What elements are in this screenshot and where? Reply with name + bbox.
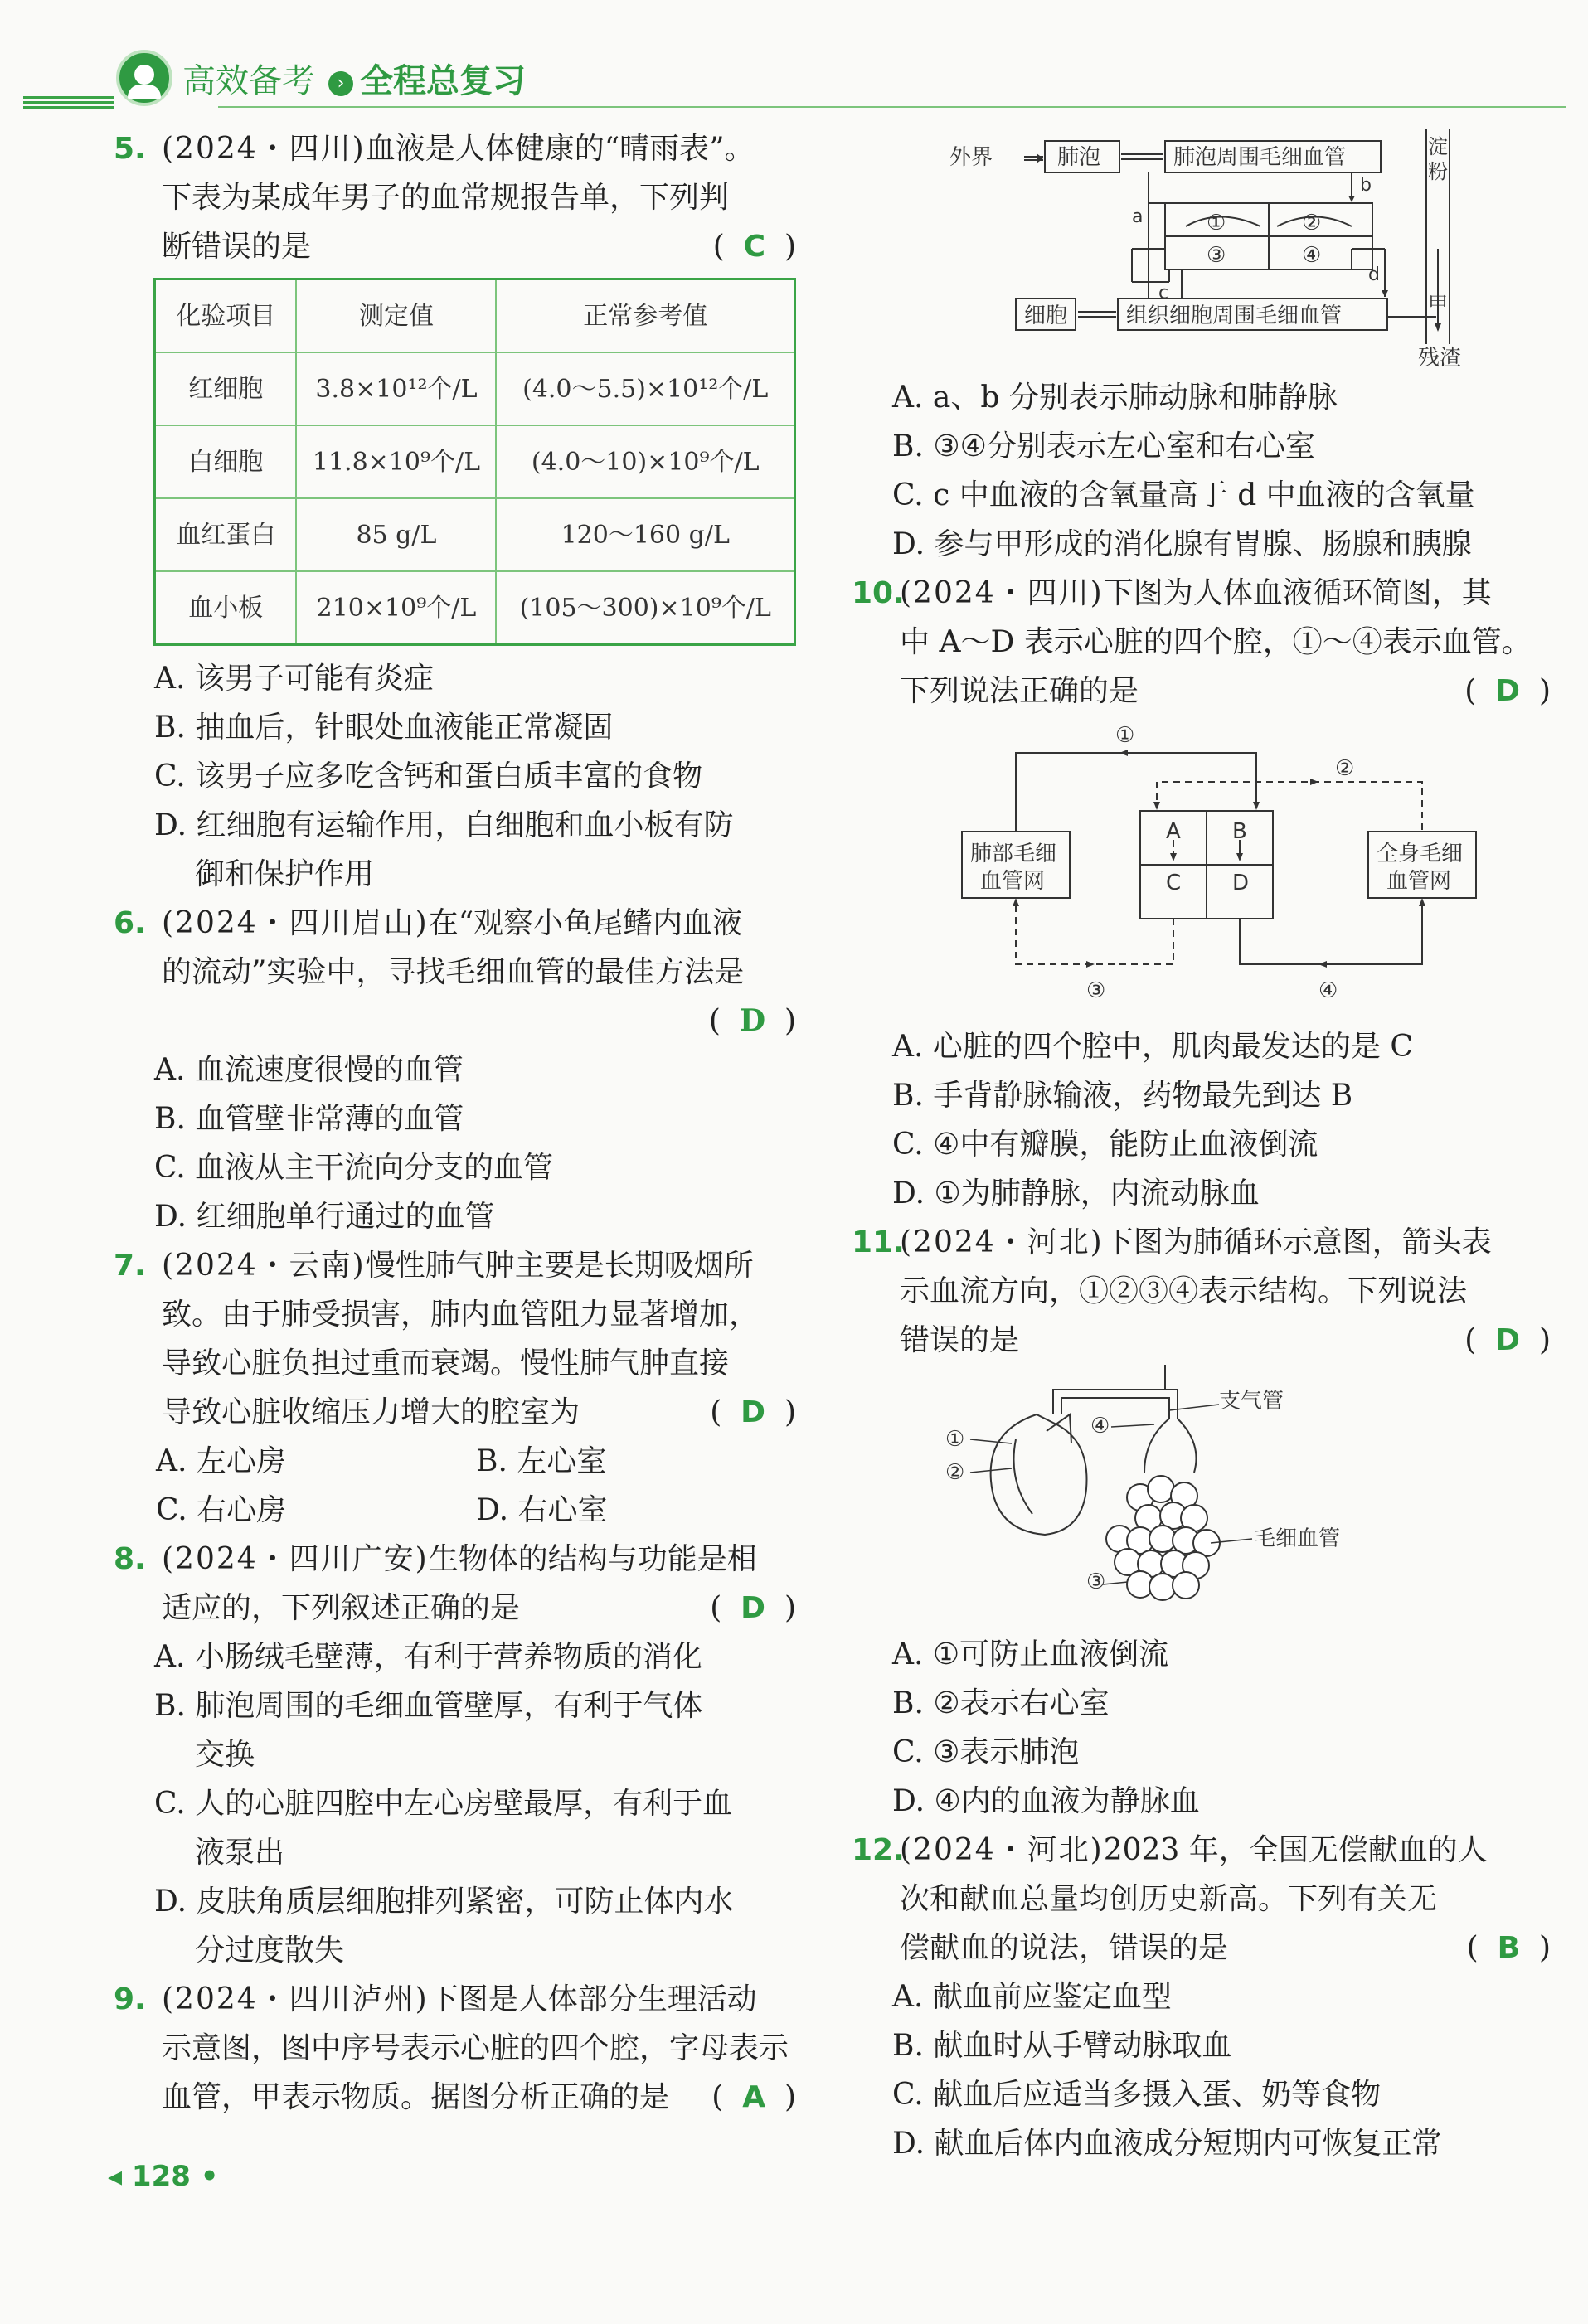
answer-letter: C [743,230,766,264]
question-6 [116,899,796,1046]
label-b: b [1360,175,1372,196]
option-a: A. 小肠绒毛壁薄，有利于营养物质的消化 [154,1640,702,1674]
header-rule [218,106,1566,108]
question-number: 7. [114,1249,146,1283]
option-d: D. 皮肤角质层细胞排列紧密，可防止体内水 [154,1885,734,1919]
label-chamber-1: ① [1207,211,1226,235]
page-number-value: 128 [131,2160,191,2193]
question-text: 示血流方向，①②③④表示结构。下列说法 [900,1274,1468,1308]
option-c: C. ③表示肺泡 [892,1735,1080,1769]
question-source: (2024・河北) [900,1833,1104,1867]
circulation-diagram [854,716,1551,1022]
option-c: C. ④中有瓣膜，能防止血液倒流 [892,1128,1318,1162]
question-9 [116,1975,796,2122]
label-structure-2: ② [945,1460,965,1485]
label-alveolus: 肺泡 [1057,145,1101,170]
table-header-cell: 正常参考值 [496,279,794,353]
question-text: 次和献血总量均创历史新高。下列有关无 [900,1882,1438,1916]
table-header-cell: 化验项目 [155,279,297,353]
question-number: 12. [852,1833,905,1867]
label-starch-1: 淀 [1428,135,1448,158]
option-a: A. 该男子可能有炎症 [154,662,434,696]
table-row [155,425,795,498]
right-column [854,124,1551,2168]
option-c: C. 右心房 [156,1493,287,1527]
option-a: A. 血流速度很慢的血管 [154,1053,464,1087]
label-lung-capillary-2: 血管网 [980,869,1046,894]
table-cell: 120～160 g/L [496,498,794,571]
label-alveolar-capillary: 肺泡周围毛细血管 [1173,145,1347,170]
question-text: 血管，甲表示物质。据图分析正确的是 [162,2080,670,2114]
option-d: D. 红细胞有运输作用，白细胞和血小板有防 [154,808,734,842]
question-text: 适应的，下列叙述正确的是 [162,1591,521,1625]
q9-figure [854,124,1551,373]
question-text: 偿献血的说法，错误的是 [900,1931,1229,1965]
option-d: D. ④内的血液为静脉血 [892,1784,1200,1818]
option-c: C. c 中血液的含氧量高于 d 中血液的含氧量 [892,478,1475,512]
option-d: D. 右心室 [476,1493,608,1527]
question-8 [116,1535,796,1633]
answer-letter: D [741,1395,766,1429]
question-text: 下图为人体血液循环简图，其 [1103,576,1492,610]
label-vessel-2: ② [1335,756,1355,781]
pulmonary-circulation-diagram [854,1365,1551,1630]
option-b: B. 抽血后，针眼处血液能正常凝固 [154,711,614,745]
question-source: (2024・云南) [162,1249,366,1283]
question-source: (2024・四川广安) [162,1542,429,1576]
answer-letter: B [1497,1931,1521,1965]
page-number: ◂ 128 • [108,2160,219,2193]
label-cell: 细胞 [1024,303,1068,328]
question-source: (2024・河北) [900,1225,1104,1259]
question-text: 中 A～D 表示心脏的四个腔，①～④表示血管。 [900,625,1532,659]
question-number: 8. [114,1542,146,1576]
question-source: (2024・四川) [162,132,366,166]
option-d: D. 参与甲形成的消化腺有胃腺、肠腺和胰腺 [892,527,1472,561]
question-text: 断错误的是 [162,230,312,264]
question-text: 慢性肺气肿主要是长期吸烟所 [365,1249,754,1283]
question-text: 示意图，图中序号表示心脏的四个腔，字母表示 [162,2031,789,2065]
label-a: a [1132,206,1144,227]
label-bronchus: 支气管 [1219,1389,1284,1414]
option-b: B. ③④分别表示左心室和右心室 [892,429,1315,463]
label-structure-3: ③ [1086,1570,1106,1594]
label-chamber-b: B [1232,819,1247,844]
label-chamber-2: ② [1302,211,1322,235]
option-b: B. 左心室 [476,1444,607,1478]
option-c: C. 血液从主干流向分支的血管 [154,1151,554,1185]
label-d: d [1368,264,1380,285]
option-a: A. 心脏的四个腔中，肌肉最发达的是 C [892,1030,1413,1064]
question-text: 2023 年，全国无偿献血的人 [1103,1833,1488,1867]
blood-report-table [153,278,796,646]
table-row [155,571,795,645]
question-text: 导致心脏收缩压力增大的腔室为 [162,1395,580,1429]
answer-slot: ( D ) [1464,674,1551,708]
label-outside: 外界 [949,145,993,170]
question-text: 下图是人体部分生理活动 [428,1982,757,2016]
option-c: C. 该男子应多吃含钙和蛋白质丰富的食物 [154,759,703,793]
table-cell: 红细胞 [155,352,297,425]
label-vessel-3: ③ [1086,978,1106,1003]
question-source: (2024・四川) [900,576,1104,610]
option-b: B. ②表示右心室 [892,1686,1110,1720]
answer-slot: ( C ) [712,230,796,264]
label-structure-1: ① [945,1427,965,1452]
question-12 [854,1826,1551,1972]
table-cell: 210×10⁹个/L [296,571,496,645]
option-d: D. ①为肺静脉，内流动脉血 [892,1177,1260,1211]
option-row [116,1437,796,1486]
label-jia: 甲 [1428,293,1448,316]
page-header [23,48,1566,114]
question-text: 下图为肺循环示意图，箭头表 [1103,1225,1492,1259]
label-body-capillary: 全身毛细 [1377,842,1464,866]
answer-letter: A [742,2080,766,2114]
question-text: 在“观察小鱼尾鳍内血液 [428,906,743,940]
question-text: 血液是人体健康的“晴雨表”。 [365,132,755,166]
option-b: B. 肺泡周围的毛细血管壁厚，有利于气体 [154,1689,703,1723]
header-stripes [23,96,114,111]
table-cell: 85 g/L [296,498,496,571]
table-cell: 血红蛋白 [155,498,297,571]
question-text: 错误的是 [900,1323,1020,1357]
answer-letter: D [1495,674,1521,708]
option-c: C. 献血后应适当多摄入蛋、奶等食物 [892,2078,1382,2112]
label-chamber-4: ④ [1302,243,1322,268]
answer-slot: ( B ) [1466,1931,1551,1965]
question-text: 导致心脏负担过重而衰竭。慢性肺气肿直接 [162,1346,730,1380]
label-vessel-4: ④ [1318,978,1338,1003]
label-body-capillary-2: 血管网 [1386,869,1452,894]
q11-figure [854,1365,1551,1630]
header-title [182,55,526,102]
student-avatar-icon [116,50,172,106]
label-residue: 残渣 [1418,346,1462,371]
table-header-row [155,279,795,353]
table-cell: 11.8×10⁹个/L [296,425,496,498]
label-lung-capillary: 肺部毛细 [970,842,1057,866]
table-cell: (105～300)×10⁹个/L [496,571,794,645]
label-tissue-capillary: 组织细胞周围毛细血管 [1126,303,1343,328]
option-c: C. 人的心脏四腔中左心房壁最厚，有利于血 [154,1787,733,1821]
question-number: 10. [852,576,905,610]
chevron-right-icon: › [328,71,353,96]
question-text: 的流动”实验中，寻找毛细血管的最佳方法是 [162,955,745,989]
answer-slot: ( D ) [710,1395,796,1429]
label-capillary: 毛细血管 [1254,1526,1341,1551]
option-b: B. 血管壁非常薄的血管 [154,1102,464,1136]
label-vessel-1: ① [1115,723,1135,748]
header-title-left: 高效备考 [182,62,315,100]
option-row [116,1486,796,1535]
option-d: D. 红细胞单行通过的血管 [154,1200,495,1234]
question-number: 11. [852,1225,905,1259]
label-chamber-a: A [1166,819,1181,844]
question-text: 下表为某成年男子的血常规报告单，下列判 [162,181,730,215]
option-a: A. a、b 分别表示肺动脉和肺静脉 [892,381,1338,415]
table-cell: 3.8×10¹²个/L [296,352,496,425]
question-number: 5. [114,132,146,166]
table-row [155,498,795,571]
answer-letter: D [739,1003,766,1038]
question-number: 6. [114,906,146,940]
answer-letter: D [1495,1323,1521,1357]
label-chamber-c: C [1166,871,1182,895]
option-d-continued: 御和保护作用 [195,857,375,891]
question-10 [854,569,1551,716]
question-source: (2024・四川泸州) [162,1982,429,2016]
option-b: B. 献血时从手臂动脉取血 [892,2029,1232,2063]
option-c-continued: 液泵出 [195,1836,285,1870]
question-source: (2024・四川眉山) [162,906,429,940]
question-text: 生物体的结构与功能是相 [428,1542,757,1576]
table-row [155,352,795,425]
option-d: D. 献血后体内血液成分短期内可恢复正常 [892,2127,1442,2161]
option-b: B. 手背静脉输液，药物最先到达 B [892,1079,1353,1113]
label-chamber-d: D [1232,871,1250,895]
label-structure-4: ④ [1090,1414,1110,1439]
label-chamber-3: ③ [1207,243,1226,268]
table-cell: 血小板 [155,571,297,645]
option-a: A. 左心房 [156,1444,286,1478]
answer-slot: ( A ) [711,2080,796,2114]
answer-slot: ( D ) [1464,1323,1551,1357]
table-header-cell: 测定值 [296,279,496,353]
answer-letter: D [741,1591,766,1625]
label-starch-2: 粉 [1428,160,1448,183]
table-cell: 白细胞 [155,425,297,498]
answer-slot: ( D ) [710,1591,796,1625]
label-c: c [1158,283,1169,303]
left-column [116,124,796,2122]
option-a: A. ①可防止血液倒流 [892,1637,1169,1671]
question-text: 致。由于肺受损害，肺内血管阻力显著增加， [162,1298,760,1332]
q10-figure [854,716,1551,1022]
option-a: A. 献血前应鉴定血型 [892,1980,1172,2014]
question-11 [854,1218,1551,1365]
option-b-continued: 交换 [195,1738,255,1772]
question-5 [116,124,796,271]
table-cell: (4.0～5.5)×10¹²个/L [496,352,794,425]
option-d-continued: 分过度散失 [195,1933,345,1967]
physiology-diagram [854,124,1551,373]
header-title-right: 全程总复习 [360,62,526,100]
table-cell: (4.0～10)×10⁹个/L [496,425,794,498]
question-text: 下列说法正确的是 [900,674,1139,708]
question-number: 9. [114,1982,146,2016]
question-7 [116,1241,796,1437]
answer-slot: ( D ) [708,1003,796,1038]
